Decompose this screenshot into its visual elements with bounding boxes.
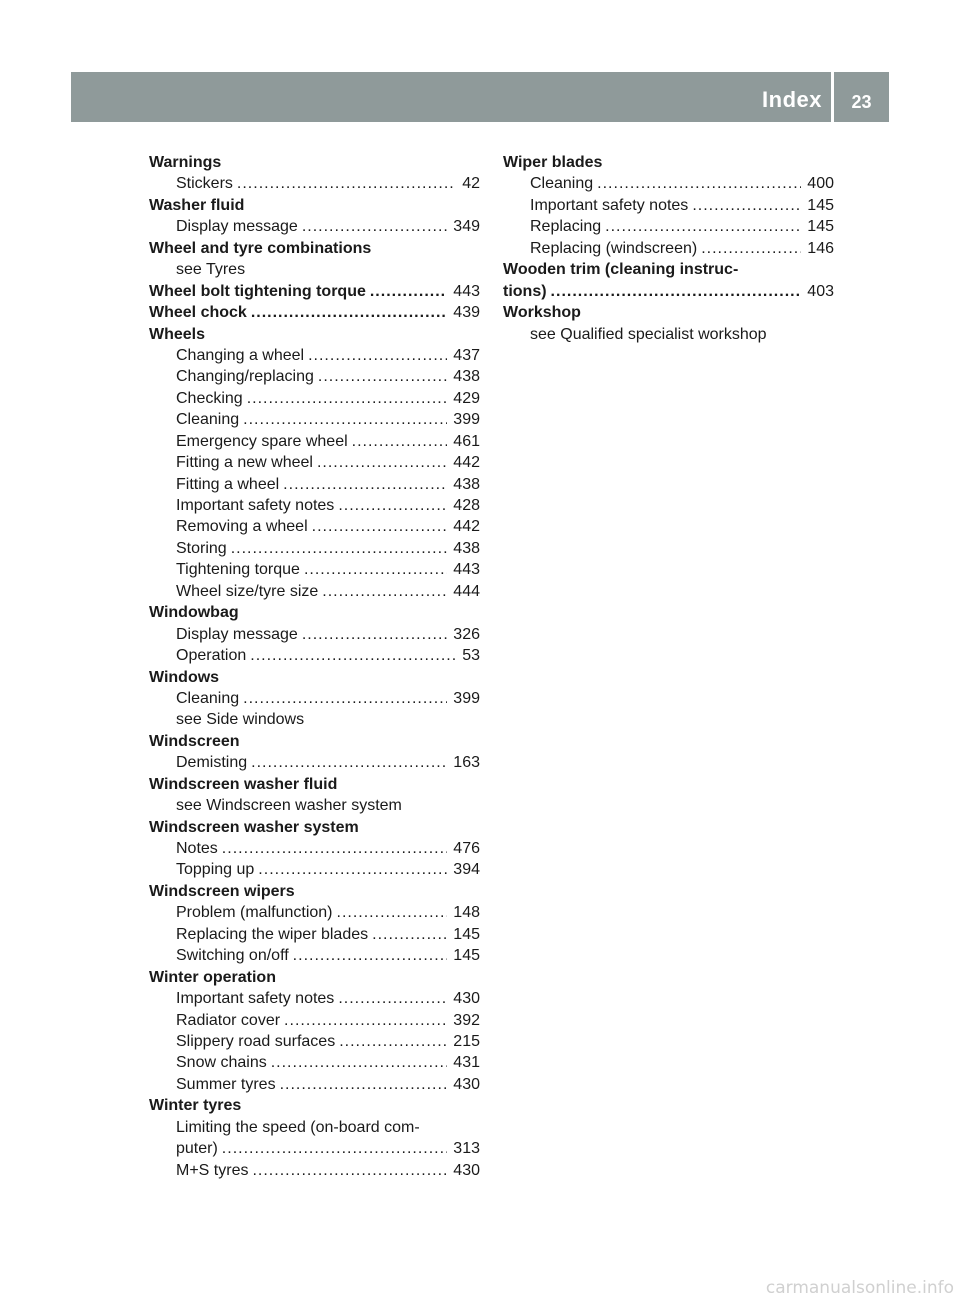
entry-label: Stickers (176, 175, 233, 193)
entry-page-number: 399 (453, 689, 480, 707)
entry-label: Limiting the speed (on-board com- (176, 1118, 420, 1136)
entry-page-number: 443 (453, 282, 480, 300)
index-entry-subitem (503, 238, 834, 259)
index-entry-subitem (149, 259, 480, 280)
index-entry-heading (149, 967, 480, 988)
dot-leader (692, 195, 801, 216)
entry-label: Operation (176, 647, 247, 665)
index-entry-subitem (149, 1052, 480, 1073)
index-entry-subitem (149, 216, 480, 237)
index-entry-subitem (503, 216, 834, 237)
dot-leader (251, 302, 447, 323)
entry-label: Demisting (176, 754, 248, 772)
entry-page-number: 476 (453, 840, 480, 857)
entry-label: Windscreen washer fluid (149, 775, 338, 793)
entry-label: Summer tyres (176, 1075, 276, 1093)
index-entry-heading (149, 667, 480, 688)
entry-page-number: 461 (453, 432, 480, 450)
index-column-right (503, 152, 834, 345)
page-number: 23 (851, 92, 872, 112)
entry-label: Replacing (windscreen) (530, 239, 698, 257)
entry-page-number: 394 (453, 861, 480, 879)
index-entry-subitem (149, 795, 480, 816)
entry-label: Problem (malfunction) (176, 904, 333, 922)
index-entry-subitem (149, 1074, 480, 1095)
index-entry-subitem (149, 173, 480, 194)
entry-label: Replacing the wiper blades (176, 925, 369, 943)
dot-leader (250, 645, 456, 666)
entry-label: Switching on/off (176, 947, 289, 965)
entry-label: Notes (176, 840, 218, 857)
entry-page-number: 442 (453, 454, 480, 472)
entry-page-number: 326 (453, 625, 480, 643)
entry-page-number: 392 (453, 1011, 480, 1029)
index-entry-heading (149, 238, 480, 259)
entry-page-number: 430 (453, 1161, 480, 1179)
index-entry-heading (149, 195, 480, 216)
entry-page-number: 442 (453, 518, 480, 536)
index-entry-subitem (503, 324, 834, 345)
entry-label: Wheel bolt tightening torque (149, 282, 366, 300)
dot-leader (304, 559, 447, 580)
dot-leader (284, 1010, 447, 1031)
entry-label: Washer fluid (149, 196, 245, 214)
entry-label: Cleaning (530, 175, 594, 193)
entry-label: Topping up (176, 861, 255, 879)
dot-leader (271, 1052, 448, 1073)
index-entry-subitem (149, 1117, 480, 1138)
entry-page-number: 313 (453, 1140, 480, 1158)
index-entry-subitem (149, 431, 480, 452)
entry-label: Wiper blades (503, 154, 603, 171)
dot-leader (317, 452, 447, 473)
entry-page-number: 403 (807, 282, 834, 300)
entry-page-number: 349 (453, 218, 480, 236)
dot-leader (551, 281, 802, 302)
entry-page-number: 428 (453, 497, 480, 514)
entry-page-number: 439 (453, 304, 480, 322)
dot-leader (352, 431, 448, 452)
entry-label: see Tyres (176, 261, 246, 279)
entry-label: Emergency spare wheel (176, 432, 348, 450)
entry-page-number: 438 (453, 539, 480, 557)
dot-leader (338, 988, 447, 1009)
entry-page-number: 148 (453, 904, 480, 922)
entry-page-number: 431 (453, 1054, 480, 1072)
entry-label: Replacing (530, 218, 602, 236)
entry-page-number: 438 (453, 475, 480, 493)
index-entry-subitem (149, 559, 480, 580)
entry-label: Important safety notes (530, 196, 689, 214)
index-entry-subitem (149, 581, 480, 602)
index-entry-subitem (149, 516, 480, 537)
entry-page-number: 437 (453, 346, 480, 364)
dot-leader (318, 366, 447, 387)
dot-leader (302, 216, 447, 237)
entry-label: Storing (176, 539, 227, 557)
index-entry-heading (149, 881, 480, 902)
dot-leader (251, 752, 447, 773)
entry-label: Changing/replacing (176, 368, 314, 386)
entry-label: Cleaning (176, 411, 240, 429)
index-entry-subitem (149, 388, 480, 409)
entry-label: Wheel size/tyre size (176, 582, 319, 600)
entry-label: Windows (149, 668, 220, 686)
index-entry-subitem (149, 752, 480, 773)
index-entry-subitem (149, 688, 480, 709)
entry-label: Radiator cover (176, 1011, 281, 1029)
entry-label: Warnings (149, 154, 222, 171)
entry-label: Changing a wheel (176, 346, 305, 364)
index-entry-heading (149, 1095, 480, 1116)
index-entry-subitem (149, 1160, 480, 1181)
entry-label: Workshop (503, 304, 581, 322)
entry-label: Fitting a new wheel (176, 454, 313, 472)
entry-label: Removing a wheel (176, 518, 308, 536)
index-entry-subitem (149, 709, 480, 730)
dot-leader (370, 281, 447, 302)
entry-page-number: 42 (462, 175, 480, 193)
entry-page-number: 145 (453, 925, 480, 943)
dot-leader (322, 581, 447, 602)
index-entry-subitem (149, 409, 480, 430)
index-entry-subitem (149, 624, 480, 645)
entry-label: Important safety notes (176, 990, 335, 1008)
watermark: carmanualsonline.info (765, 1278, 954, 1298)
index-entry-heading (149, 774, 480, 795)
entry-label: Fitting a wheel (176, 475, 280, 493)
index-entry-heading (503, 281, 834, 302)
entry-label: Display message (176, 625, 298, 643)
index-entry-heading (149, 817, 480, 838)
entry-label: see Qualified specialist workshop (530, 325, 767, 343)
index-entry-subitem (149, 452, 480, 473)
index-entry-subitem (149, 902, 480, 923)
entry-label: Windowbag (149, 604, 239, 622)
entry-label: Winter tyres (149, 1097, 242, 1115)
entry-page-number: 430 (453, 1075, 480, 1093)
entry-page-number: 145 (807, 218, 834, 236)
entry-label: Wheels (149, 325, 206, 343)
dot-leader (337, 902, 448, 923)
entry-page-number: 145 (807, 196, 834, 214)
index-entry-subitem (149, 495, 480, 516)
entry-label: Wooden trim (cleaning instruc- (503, 261, 739, 279)
entry-label: Windscreen wipers (149, 882, 295, 900)
index-entry-heading (503, 152, 834, 173)
entry-label: Wheel and tyre combinations (149, 239, 372, 257)
index-entry-subitem (149, 366, 480, 387)
entry-page-number: 443 (453, 561, 480, 579)
entry-page-number: 53 (462, 647, 480, 665)
entry-label: Snow chains (176, 1054, 267, 1072)
dot-leader (231, 538, 448, 559)
index-entry-subitem (149, 1138, 480, 1159)
dot-leader (247, 388, 448, 409)
entry-label: Slippery road surfaces (176, 1032, 336, 1050)
index-entry-subitem (149, 645, 480, 666)
dot-leader (302, 624, 447, 645)
entry-label: see Windscreen washer system (176, 797, 402, 815)
index-entry-heading (149, 602, 480, 623)
index-entry-subitem (149, 924, 480, 945)
entry-label: Wheel chock (149, 304, 247, 322)
index-entry-heading (503, 302, 834, 323)
entry-label: Important safety notes (176, 497, 335, 514)
dot-leader (701, 238, 801, 259)
entry-label: puter) (176, 1140, 218, 1158)
entry-page-number: 438 (453, 368, 480, 386)
index-entry-subitem (149, 474, 480, 495)
entry-label: Windscreen washer system (149, 818, 359, 836)
index-entry-heading (149, 731, 480, 752)
dot-leader (243, 409, 447, 430)
entry-page-number: 146 (807, 239, 834, 257)
index-entry-heading (149, 302, 480, 323)
dot-leader (339, 1031, 447, 1052)
index-entry-subitem (149, 538, 480, 559)
section-title: Index (762, 87, 822, 112)
entry-label: tions) (503, 282, 547, 300)
dot-leader (308, 345, 447, 366)
index-entry-subitem (503, 173, 834, 194)
index-entry-subitem (149, 988, 480, 1009)
entry-label: Checking (176, 389, 243, 407)
entry-label: Display message (176, 218, 298, 236)
entry-page-number: 399 (453, 411, 480, 429)
dot-leader (312, 516, 448, 537)
index-entry-heading (149, 281, 480, 302)
dot-leader (293, 945, 448, 966)
entry-page-number: 429 (453, 389, 480, 407)
entry-label: see Side windows (176, 711, 305, 729)
index-column-left (149, 152, 480, 1181)
index-entry-subitem (149, 945, 480, 966)
index-entry-subitem (503, 195, 834, 216)
dot-leader (252, 1160, 447, 1181)
entry-label: Winter operation (149, 968, 276, 986)
dot-leader (243, 688, 447, 709)
index-entry-heading (149, 324, 480, 345)
entry-label: Windscreen (149, 732, 240, 750)
entry-page-number: 444 (453, 582, 480, 600)
index-entry-heading (503, 259, 834, 280)
index-entry-subitem (149, 838, 480, 859)
index-entry-subitem (149, 345, 480, 366)
index-entry-subitem (149, 859, 480, 880)
dot-leader (597, 173, 801, 194)
dot-leader (283, 474, 447, 495)
entry-page-number: 215 (453, 1032, 480, 1050)
entry-page-number: 145 (453, 947, 480, 965)
dot-leader (237, 173, 456, 194)
dot-leader (222, 838, 448, 859)
entry-page-number: 430 (453, 990, 480, 1008)
dot-leader (280, 1074, 448, 1095)
dot-leader (372, 924, 447, 945)
index-entry-subitem (149, 1010, 480, 1031)
entry-page-number: 163 (453, 754, 480, 772)
dot-leader (258, 859, 447, 880)
entry-page-number: 400 (807, 175, 834, 193)
entry-label: M+S tyres (176, 1161, 249, 1179)
entry-label: Cleaning (176, 689, 240, 707)
index-entry-heading (149, 152, 480, 173)
dot-leader (338, 495, 447, 516)
dot-leader (605, 216, 801, 237)
dot-leader (222, 1138, 448, 1159)
index-entry-subitem (149, 1031, 480, 1052)
entry-label: Tightening torque (176, 561, 300, 579)
